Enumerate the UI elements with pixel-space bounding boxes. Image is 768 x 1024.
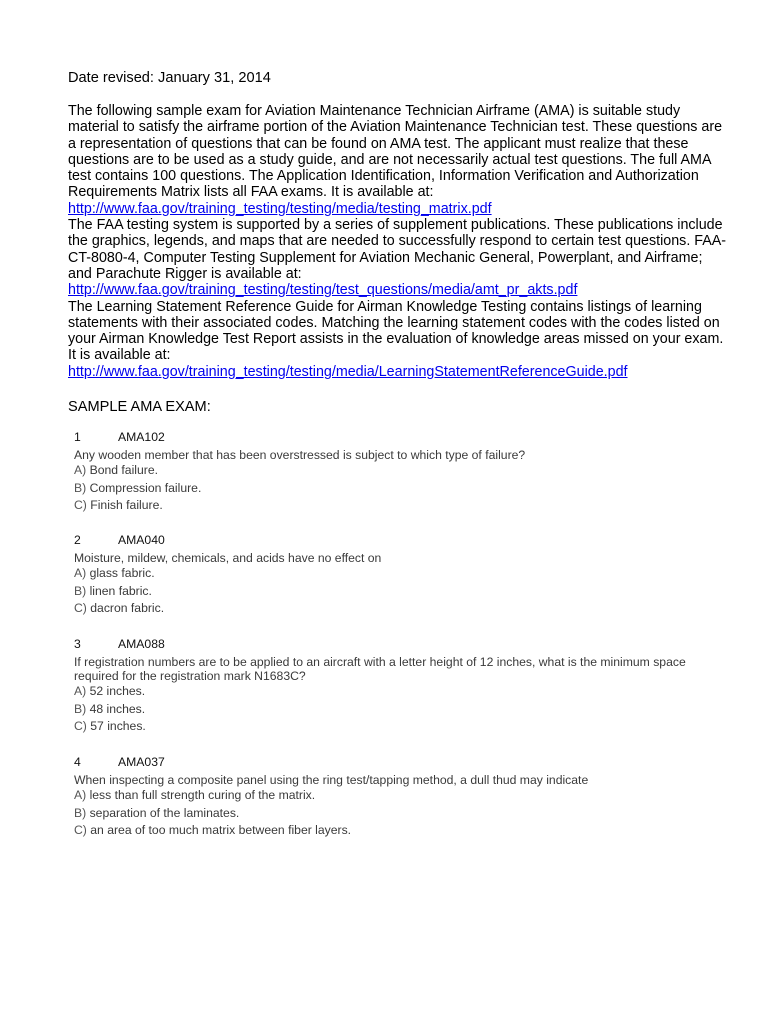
- answer-options: [74, 787, 694, 840]
- answer-option-a: [74, 462, 694, 480]
- question-header: [74, 636, 694, 653]
- question-number: 1: [74, 430, 81, 444]
- question-text: Moisture, mildew, chemicals, and acids have no effect on: [74, 551, 382, 565]
- question-text: Any wooden member that has been overstressed is subject to which type of failure?: [74, 448, 526, 462]
- question-header: [74, 754, 694, 771]
- question-text: If registration numbers are to be applied to an aircraft with a letter height of 12 inches, what is the minimum space required for the registration mark N1683C?: [74, 655, 686, 683]
- option-text: an area of too much matrix between fiber layers.: [86, 823, 352, 837]
- option-letter: B): [74, 805, 87, 820]
- answer-options: [74, 565, 694, 618]
- sample-exam-heading: SAMPLE AMA EXAM:: [68, 399, 211, 415]
- question-1: [74, 429, 694, 515]
- option-letter: A): [74, 566, 87, 580]
- date-revised: Date revised: January 31, 2014: [68, 70, 271, 86]
- question-number: 2: [74, 533, 81, 547]
- answer-option-b: [74, 480, 694, 498]
- intro-paragraph-matrix: The following sample exam for Aviation Maintenance Technician Airframe (AMA) is suitable study material to satisfy the airframe portion of the Aviation Maintenance Technician test. These questions are a representation of questions that can be found on AMA test. The applicant must realize that these questions are to be used as a study guide, and are not necessarily actual test questions. The full AMA test contains 100 questions. The Application Identification, Information Verification and Authorization Requirements Matrix lists all FAA exams. It is available at:: [68, 103, 723, 201]
- option-text: 57 inches.: [86, 719, 146, 733]
- option-text: linen fabric.: [86, 583, 152, 598]
- option-letter: C): [74, 719, 87, 733]
- intro-section: [68, 103, 728, 380]
- question-header: [74, 532, 694, 549]
- option-letter: B): [74, 583, 87, 598]
- option-text: 52 inches.: [86, 684, 146, 698]
- option-letter: A): [74, 463, 87, 477]
- answer-option-c: [74, 600, 694, 618]
- option-letter: C): [74, 601, 87, 615]
- option-text: Compression failure.: [86, 480, 202, 495]
- option-text: separation of the laminates.: [86, 805, 240, 820]
- option-text: 48 inches.: [86, 701, 146, 716]
- option-letter: A): [74, 684, 87, 698]
- answer-option-c: [74, 497, 694, 515]
- question-number: 4: [74, 755, 81, 769]
- option-letter: C): [74, 498, 87, 512]
- answer-option-c: [74, 718, 694, 736]
- answer-option-a: [74, 787, 694, 805]
- question-2: [74, 532, 694, 618]
- question-3: [74, 636, 694, 736]
- supplement-link[interactable]: http://www.faa.gov/training_testing/testing/test_questions/media/amt_pr_akts.pdf: [68, 282, 578, 299]
- question-code: AMA040: [118, 533, 165, 547]
- option-text: less than full strength curing of the matrix.: [86, 788, 316, 802]
- question-header: [74, 429, 694, 446]
- question-code: AMA102: [118, 430, 165, 444]
- question-code: AMA037: [118, 755, 165, 769]
- answer-options: [74, 462, 694, 515]
- testing-matrix-link[interactable]: http://www.faa.gov/training_testing/testing/media/testing_matrix.pdf: [68, 200, 492, 217]
- option-letter: B): [74, 480, 87, 495]
- answer-option-b: [74, 805, 694, 823]
- answer-option-b: [74, 583, 694, 601]
- answer-option-a: [74, 683, 694, 701]
- question-number: 3: [74, 637, 81, 651]
- option-text: glass fabric.: [86, 566, 155, 580]
- option-text: dacron fabric.: [86, 601, 165, 615]
- option-letter: A): [74, 788, 87, 802]
- intro-paragraph-supplements: The FAA testing system is supported by a series of supplement publications. These publications include the graphics, legends, and maps that are needed to successfully respond to certain test questions. FAA-CT-8080-4, Computer Testing Supplement for Aviation Mechanic General, Powerplant, and Airframe; and Parachute Rigger is available at:: [68, 217, 727, 282]
- learning-statement-guide-link[interactable]: http://www.faa.gov/training_testing/testing/media/LearningStatementReferenceGuide.pdf: [68, 363, 628, 380]
- answer-option-b: [74, 701, 694, 719]
- answer-options: [74, 683, 694, 736]
- answer-option-a: [74, 565, 694, 583]
- question-code: AMA088: [118, 637, 165, 651]
- intro-paragraph-learning-statements: The Learning Statement Reference Guide for Airman Knowledge Testing contains listings of learning statements with their associated codes. Matching the learning statement codes with the codes listed on your Airman Knowledge Test Report assists in the evaluation of knowledge areas missed on your exam. It is available at:: [68, 298, 724, 364]
- option-text: Finish failure.: [86, 498, 163, 512]
- option-letter: B): [74, 701, 87, 716]
- option-text: Bond failure.: [86, 463, 159, 477]
- question-4: [74, 754, 694, 840]
- question-text: When inspecting a composite panel using the ring test/tapping method, a dull thud may indicate: [74, 773, 589, 787]
- option-letter: C): [74, 823, 87, 837]
- answer-option-c: [74, 822, 694, 840]
